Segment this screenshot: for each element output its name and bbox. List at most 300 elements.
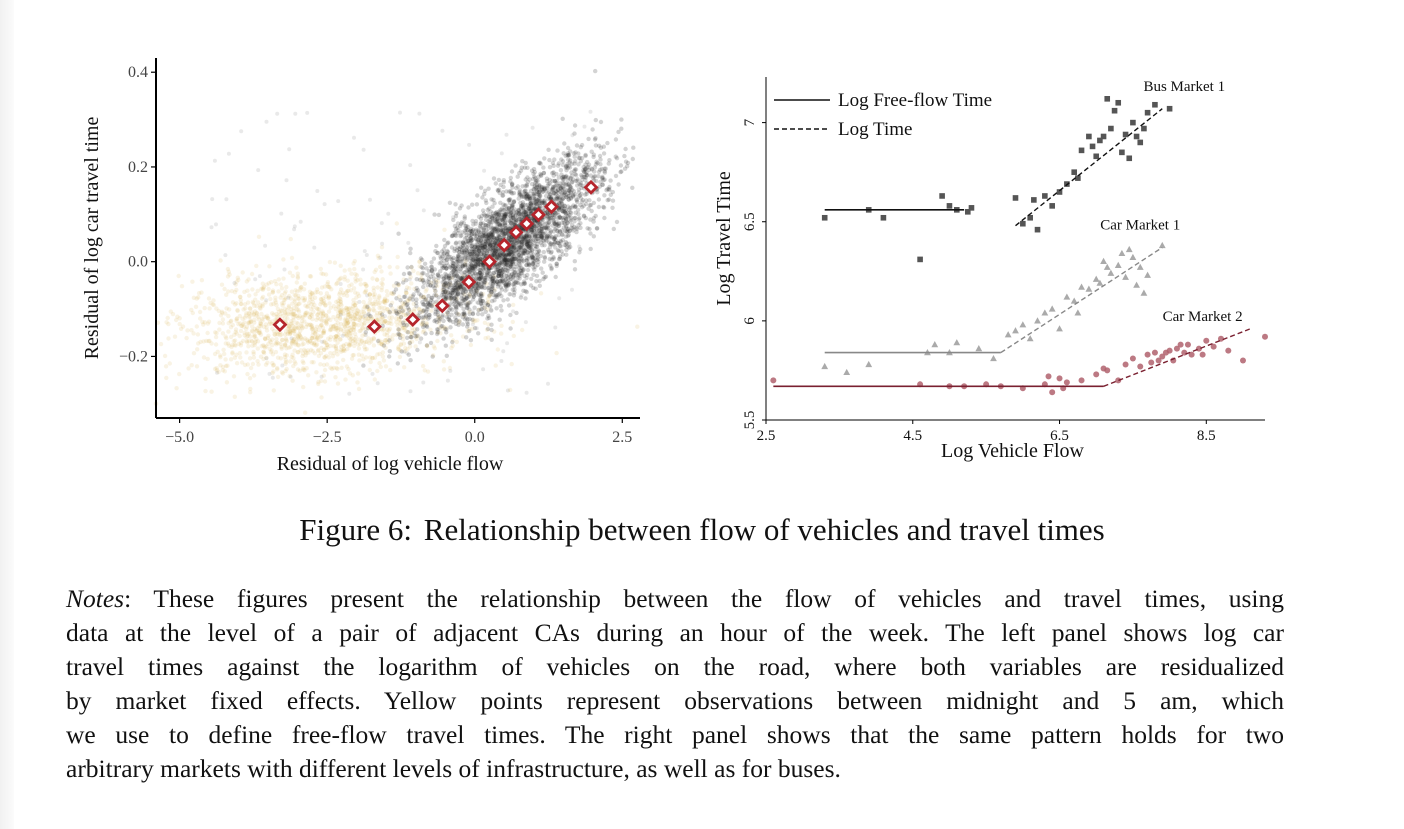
sparse-point	[475, 300, 479, 304]
day-point	[509, 221, 513, 225]
day-point	[419, 256, 423, 260]
night-point	[352, 286, 356, 290]
sparse-point	[323, 202, 327, 206]
day-point	[558, 244, 562, 248]
day-point	[615, 220, 619, 224]
sparse-point	[210, 197, 214, 201]
day-point	[492, 176, 496, 180]
night-point	[435, 339, 439, 343]
day-point	[467, 329, 471, 333]
night-point	[219, 313, 223, 317]
night-point	[291, 364, 295, 368]
night-point	[344, 290, 348, 294]
night-point	[328, 260, 332, 264]
day-point	[447, 275, 451, 279]
figure-notes	[66, 582, 1284, 786]
series-label: Car Market 2	[1162, 308, 1243, 325]
day-point	[524, 161, 528, 165]
day-point	[432, 212, 436, 216]
day-point	[396, 232, 400, 236]
day-point	[602, 151, 606, 155]
day-point	[539, 266, 543, 270]
day-point	[482, 211, 486, 215]
night-point	[243, 306, 247, 310]
day-point	[432, 319, 436, 323]
data-point	[1137, 140, 1143, 146]
day-point	[489, 275, 493, 279]
night-point	[209, 341, 213, 345]
night-point	[233, 343, 237, 347]
day-point	[505, 207, 509, 211]
night-point	[310, 336, 314, 340]
night-point	[358, 278, 362, 282]
night-point	[635, 325, 639, 329]
sparse-point	[279, 212, 283, 216]
sparse-point	[440, 129, 444, 133]
night-point	[333, 261, 337, 265]
data-point	[881, 215, 887, 221]
night-point	[240, 360, 244, 364]
night-point	[281, 257, 285, 261]
day-point	[546, 248, 550, 252]
night-point	[396, 255, 400, 259]
sparse-point	[256, 168, 260, 172]
night-point	[390, 315, 394, 319]
day-point	[458, 224, 462, 228]
data-point	[1130, 254, 1137, 260]
data-point	[1005, 331, 1012, 337]
day-point	[498, 201, 502, 205]
day-point	[489, 328, 493, 332]
sparse-point	[275, 112, 279, 116]
day-point	[434, 280, 438, 284]
x-axis-label: Residual of log vehicle flow	[276, 453, 504, 475]
night-point	[259, 312, 263, 316]
data-point	[1078, 284, 1085, 290]
day-point	[453, 247, 457, 251]
night-point	[241, 339, 245, 343]
night-point	[191, 331, 195, 335]
day-point	[440, 315, 444, 319]
day-point	[449, 313, 453, 317]
notes-line: by market fixed effects. Yellow points represent observations between midnight and 5 am, which	[66, 686, 1284, 715]
series-label: Car Market 1	[1100, 217, 1181, 234]
day-point	[513, 281, 517, 285]
night-point	[163, 354, 167, 358]
right-panel-scatter	[700, 55, 1275, 475]
day-point	[409, 335, 413, 339]
night-point	[196, 332, 200, 336]
night-point	[262, 351, 266, 355]
x-tick-label: 4.5	[903, 428, 923, 444]
night-point	[329, 287, 333, 291]
night-point	[159, 342, 163, 346]
day-point	[475, 193, 479, 197]
day-point	[583, 178, 587, 182]
night-point	[221, 321, 225, 325]
night-point	[260, 318, 264, 322]
day-point	[590, 150, 594, 154]
day-point	[399, 305, 403, 309]
night-point	[226, 274, 230, 278]
day-point	[490, 290, 494, 294]
day-point	[396, 361, 400, 365]
sparse-point	[408, 163, 412, 167]
day-point	[553, 245, 557, 249]
night-point	[270, 327, 274, 331]
data-point	[1049, 203, 1055, 209]
night-point	[280, 286, 284, 290]
day-point	[487, 247, 491, 251]
data-point	[1074, 309, 1081, 315]
day-point	[387, 354, 391, 358]
night-point	[214, 335, 218, 339]
day-point	[399, 315, 403, 319]
page-edge-shadow	[0, 0, 14, 829]
day-point	[464, 224, 468, 228]
night-point	[499, 331, 503, 335]
night-point	[296, 302, 300, 306]
night-point	[360, 353, 364, 357]
night-point	[335, 360, 339, 364]
time-line	[1016, 109, 1163, 226]
day-point	[423, 331, 427, 335]
night-point	[346, 367, 350, 371]
day-point	[421, 278, 425, 282]
day-point	[425, 273, 429, 277]
night-point	[387, 328, 391, 332]
day-point	[573, 123, 577, 127]
night-point	[323, 379, 327, 383]
sparse-point	[471, 322, 475, 326]
night-point	[239, 329, 243, 333]
night-point	[304, 311, 308, 315]
night-point	[301, 315, 305, 319]
day-point	[450, 340, 454, 344]
night-point	[351, 304, 355, 308]
night-point	[373, 300, 377, 304]
night-point	[192, 351, 196, 355]
night-point	[198, 310, 202, 314]
day-point	[487, 222, 491, 226]
sparse-point	[376, 381, 380, 385]
day-point	[394, 287, 398, 291]
sparse-point	[471, 309, 475, 313]
night-point	[403, 346, 407, 350]
day-point	[535, 263, 539, 267]
day-point	[414, 297, 418, 301]
night-point	[263, 337, 267, 341]
day-point	[438, 269, 442, 273]
night-point	[254, 264, 258, 268]
day-point	[442, 288, 446, 292]
night-point	[235, 331, 239, 335]
sparse-point	[299, 220, 303, 224]
night-point	[368, 301, 372, 305]
day-point	[394, 311, 398, 315]
day-point	[407, 308, 411, 312]
night-point	[199, 290, 203, 294]
night-point	[340, 307, 344, 311]
day-point	[500, 262, 504, 266]
night-point	[347, 306, 351, 310]
day-point	[539, 162, 543, 166]
day-point	[421, 285, 425, 289]
day-point	[466, 228, 470, 232]
day-point	[546, 148, 550, 152]
night-point	[377, 306, 381, 310]
night-point	[233, 395, 237, 399]
night-point	[214, 342, 218, 346]
day-point	[561, 117, 565, 121]
night-point	[266, 316, 270, 320]
day-point	[561, 218, 565, 222]
night-point	[539, 291, 543, 295]
data-point	[1020, 221, 1026, 227]
sparse-point	[320, 340, 324, 344]
sparse-point	[520, 293, 524, 297]
sparse-point	[418, 340, 422, 344]
day-point	[423, 262, 427, 266]
day-point	[496, 284, 500, 288]
night-point	[218, 258, 222, 262]
data-point	[821, 363, 828, 369]
night-point	[293, 332, 297, 336]
night-point	[409, 281, 413, 285]
day-point	[567, 213, 571, 217]
sparse-point	[378, 256, 382, 260]
night-point	[296, 276, 300, 280]
day-point	[594, 118, 598, 122]
day-point	[547, 158, 551, 162]
sparse-point	[365, 293, 369, 297]
sparse-point	[258, 274, 262, 278]
night-point	[333, 375, 337, 379]
day-point	[425, 279, 429, 283]
sparse-point	[363, 314, 367, 318]
day-point	[508, 326, 512, 330]
night-point	[200, 320, 204, 324]
day-point	[396, 327, 400, 331]
day-point	[480, 299, 484, 303]
night-point	[281, 276, 285, 280]
day-point	[588, 231, 592, 235]
day-point	[514, 219, 518, 223]
night-point	[274, 337, 278, 341]
night-point	[368, 297, 372, 301]
day-point	[479, 275, 483, 279]
day-point	[510, 182, 514, 186]
night-point	[249, 366, 253, 370]
night-point	[339, 287, 343, 291]
day-point	[503, 226, 507, 230]
night-point	[499, 324, 503, 328]
night-point	[284, 285, 288, 289]
day-point	[543, 231, 547, 235]
day-point	[429, 331, 433, 335]
sparse-point	[505, 341, 509, 345]
night-point	[421, 364, 425, 368]
day-point	[361, 363, 365, 367]
day-point	[489, 323, 493, 327]
day-point	[499, 304, 503, 308]
day-point	[445, 253, 449, 257]
day-point	[402, 272, 406, 276]
sparse-point	[347, 392, 351, 396]
day-point	[564, 253, 568, 257]
night-point	[319, 395, 323, 399]
day-point	[415, 348, 419, 352]
day-point	[579, 181, 583, 185]
night-point	[198, 340, 202, 344]
night-point	[209, 390, 213, 394]
day-point	[454, 241, 458, 245]
day-point	[443, 244, 447, 248]
night-point	[177, 274, 181, 278]
day-point	[470, 203, 474, 207]
data-point	[1012, 327, 1019, 333]
day-point	[431, 354, 435, 358]
night-point	[384, 364, 388, 368]
data-point	[1034, 317, 1041, 323]
data-point	[947, 203, 953, 209]
data-point	[1013, 195, 1019, 201]
day-point	[516, 175, 520, 179]
night-point	[359, 315, 363, 319]
night-point	[314, 370, 318, 374]
night-point	[346, 329, 350, 333]
day-point	[569, 170, 573, 174]
night-point	[248, 307, 252, 311]
night-point	[388, 271, 392, 275]
night-point	[297, 297, 301, 301]
day-point	[477, 249, 481, 253]
day-point	[623, 147, 627, 151]
sparse-point	[263, 244, 267, 248]
night-point	[222, 287, 226, 291]
day-point	[475, 202, 479, 206]
night-point	[324, 346, 328, 350]
day-point	[402, 295, 406, 299]
night-point	[283, 311, 287, 315]
night-point	[356, 323, 360, 327]
night-point	[290, 355, 294, 359]
day-point	[420, 271, 424, 275]
figure-caption-label: Figure 6:	[299, 512, 413, 547]
day-point	[573, 172, 577, 176]
day-point	[562, 141, 566, 145]
day-point	[450, 257, 454, 261]
day-point	[588, 203, 592, 207]
day-point	[456, 280, 460, 284]
night-point	[394, 320, 398, 324]
night-point	[320, 318, 324, 322]
sparse-point	[509, 292, 513, 296]
scatter-cloud	[154, 69, 640, 415]
day-point	[536, 239, 540, 243]
day-point	[573, 205, 577, 209]
night-point	[308, 274, 312, 278]
night-point	[220, 283, 224, 287]
day-point	[453, 315, 457, 319]
day-point	[500, 287, 504, 291]
night-point	[350, 337, 354, 341]
night-point	[306, 373, 310, 377]
day-point	[421, 295, 425, 299]
night-point	[424, 289, 428, 293]
night-point	[213, 352, 217, 356]
night-point	[372, 337, 376, 341]
night-point	[385, 293, 389, 297]
day-point	[441, 336, 445, 340]
notes-line-text: : These figures present the relationship between the flow of vehicles and travel times, using	[124, 584, 1284, 613]
night-point	[203, 377, 207, 381]
night-point	[178, 322, 182, 326]
data-point	[1152, 350, 1158, 356]
day-point	[496, 222, 500, 226]
data-point	[1064, 379, 1070, 385]
sparse-point	[422, 208, 426, 212]
night-point	[263, 345, 267, 349]
day-point	[557, 195, 561, 199]
night-point	[365, 347, 369, 351]
day-point	[622, 154, 626, 158]
night-point	[335, 335, 339, 339]
day-point	[499, 183, 503, 187]
sparse-point	[525, 391, 529, 395]
night-point	[260, 296, 264, 300]
day-point	[468, 300, 472, 304]
day-point	[490, 230, 494, 234]
day-point	[601, 205, 605, 209]
sparse-point	[361, 268, 365, 272]
day-point	[540, 227, 544, 231]
night-point	[303, 353, 307, 357]
data-point	[1134, 134, 1140, 140]
sparse-point	[506, 389, 510, 393]
night-point	[244, 350, 248, 354]
data-point	[1027, 335, 1034, 341]
night-point	[324, 354, 328, 358]
day-point	[577, 217, 581, 221]
sparse-point	[531, 126, 535, 130]
night-point	[321, 272, 325, 276]
night-point	[396, 346, 400, 350]
night-point	[327, 301, 331, 305]
night-point	[301, 385, 305, 389]
sparse-point	[224, 197, 228, 201]
day-point	[489, 215, 493, 219]
night-point	[308, 297, 312, 301]
day-point	[593, 69, 597, 73]
day-point	[598, 154, 602, 158]
day-point	[415, 286, 419, 290]
night-point	[239, 343, 243, 347]
night-point	[287, 324, 291, 328]
sparse-point	[386, 212, 390, 216]
night-point	[319, 351, 323, 355]
night-point	[223, 357, 227, 361]
sparse-point	[339, 282, 343, 286]
night-point	[334, 345, 338, 349]
day-point	[597, 197, 601, 201]
sparse-point	[293, 112, 297, 116]
day-point	[388, 349, 392, 353]
day-point	[552, 236, 556, 240]
series-label: Bus Market 1	[1143, 78, 1226, 95]
night-point	[189, 308, 193, 312]
day-point	[461, 301, 465, 305]
